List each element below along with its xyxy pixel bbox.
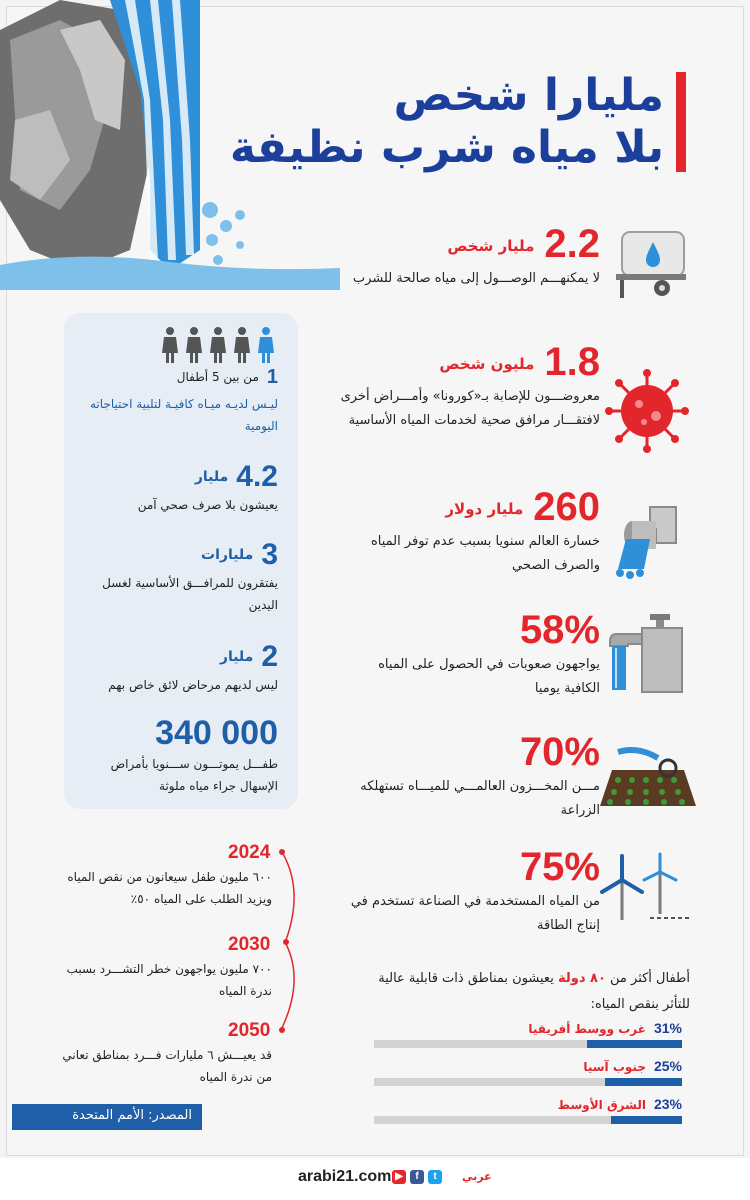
brand-logo: عربي: [462, 1170, 492, 1183]
timeline-year: 2024: [228, 842, 271, 863]
stat-block: [340, 845, 600, 938]
stat-block: [340, 485, 600, 578]
bars-intro-before: أطفال أكثر من: [610, 971, 690, 986]
stat-description: معروضـــون للإصابة بـ«كورونا» وأمـــراض أخرى لافتقـــار مرافق صحية لخدمات المياه الأساسية: [340, 389, 600, 428]
coronavirus-icon: [604, 368, 690, 454]
timeline-year: 2050: [228, 1020, 271, 1041]
faucet-icon: [606, 612, 692, 698]
stat-unit: مليار: [194, 469, 229, 485]
footer: [0, 1158, 750, 1200]
stat-block: [78, 714, 278, 797]
stat-description: يواجهون صعوبات في الحصول على المياه الكافية يوميا: [378, 657, 600, 696]
stat-block: [340, 222, 600, 291]
bars-intro: [370, 966, 690, 1018]
facebook-icon[interactable]: f: [410, 1170, 424, 1184]
timeline-year: 2030: [228, 934, 271, 955]
bar-track: [374, 1078, 682, 1086]
stat-unit: مليار شخص: [447, 237, 535, 255]
wind-turbines-icon: [600, 848, 692, 922]
timeline-description: ٦٠٠ مليون طفل سيعانون من نقص المياه ويزيد الطلب على المياه ٥٠٪: [67, 870, 272, 906]
stat-description: يفتقرون للمرافـــق الأساسية لغسل اليدين: [102, 576, 278, 612]
bar-region: الشرق الأوسط: [557, 1098, 646, 1112]
stat-number: 260: [533, 485, 600, 529]
bar-fill: [605, 1078, 682, 1086]
stat-unit: مليون شخص: [439, 355, 535, 373]
timeline-description: قد يعيـــش ٦ مليارات فـــرد بمناطق تعاني من ندرة المياه: [62, 1048, 272, 1084]
bar-fill: [587, 1040, 682, 1048]
stat-number: 58%: [519, 608, 600, 652]
stat-number: 4.2: [236, 460, 278, 493]
stat-unit: مليار دولار: [445, 500, 524, 518]
timeline-description: ٧٠٠ مليون يواجهون خطر التشـــرد بسبب ندرة المياه: [66, 962, 272, 998]
page-title-line1: مليارا شخص: [393, 70, 664, 121]
bar-track: [374, 1116, 682, 1124]
stat-unit: مليارات: [201, 547, 254, 563]
stat-number: 2: [261, 640, 278, 673]
children-stat: [78, 366, 278, 437]
water-tank-trailer-icon: [608, 222, 698, 302]
bar-row: [374, 1020, 682, 1056]
bar-row: [374, 1096, 682, 1132]
bar-label: [583, 1058, 682, 1074]
youtube-icon[interactable]: ▶: [392, 1170, 406, 1184]
bars-intro-after: يعيشون بمناطق ذات قابلية عالية للتأثر بنقص المياه:: [378, 971, 690, 1012]
stat-number: 1.8: [544, 340, 600, 384]
stat-block: [340, 608, 600, 701]
bar-fill: [611, 1116, 682, 1124]
bar-region: جنوب آسيا: [583, 1060, 646, 1074]
twitter-icon[interactable]: t: [428, 1170, 442, 1184]
stat-number: 340 000: [155, 714, 278, 752]
stat-description: لا يمكنهـــم الوصـــول إلى مياه صالحة للشرب: [352, 271, 600, 286]
stat-block: [340, 730, 600, 823]
title-accent-bar: [676, 72, 686, 172]
stat-description: طفـــل يموتـــون ســـنويا بأمراض الإسهال جراء مياه ملوثة: [110, 757, 278, 793]
bar-percent: 25%: [653, 1058, 682, 1074]
stat-description: خسارة العالم سنويا بسبب عدم توفر المياه والصرف الصحي: [370, 534, 600, 573]
stat-block: [78, 640, 278, 696]
stat-number: 1: [266, 366, 278, 388]
bar-percent: 31%: [653, 1020, 682, 1036]
stat-number: 3: [261, 538, 278, 571]
bar-row: [374, 1058, 682, 1094]
stat-number: 70%: [519, 730, 600, 774]
stat-unit: من بين 5 أطفال: [176, 370, 259, 384]
bar-track: [374, 1040, 682, 1048]
stat-unit: مليار: [219, 649, 254, 665]
stat-description: من المياه المستخدمة في الصناعة تستخدم في إنتاج الطاقة: [350, 894, 600, 933]
bars-intro-highlight: ٨٠ دولة: [557, 971, 606, 986]
bar-percent: 23%: [653, 1096, 682, 1112]
stat-description: ليس لديهم مرحاض لائق خاص بهم: [108, 678, 278, 692]
page-title-line2: بلا مياه شرب نظيفة: [229, 122, 664, 173]
source-label: المصدر: الأمم المتحدة: [12, 1104, 202, 1130]
stat-block: [78, 460, 278, 516]
stat-number: 75%: [519, 845, 600, 889]
site-link[interactable]: arabi21.com: [298, 1168, 392, 1185]
stat-description: مـــن المخـــزون العالمـــي للميـــاه تستهلكه الزراعة: [360, 779, 600, 818]
pipe-water-icon: [610, 503, 690, 583]
stat-description: ليـس لديـه ميـاه كافيـة لتلبية احتياجاته اليومية: [89, 397, 278, 433]
bar-label: [558, 1096, 682, 1112]
stat-description: يعيشون بلا صرف صحي آمن: [137, 498, 278, 512]
irrigation-field-icon: [598, 744, 698, 808]
stat-block: [78, 538, 278, 616]
bar-region: غرب ووسط أفريقيا: [528, 1022, 646, 1036]
children-icon: [160, 325, 280, 365]
stat-number: 2.2: [544, 222, 600, 266]
bar-label: [528, 1020, 682, 1036]
stat-block: [340, 340, 600, 433]
